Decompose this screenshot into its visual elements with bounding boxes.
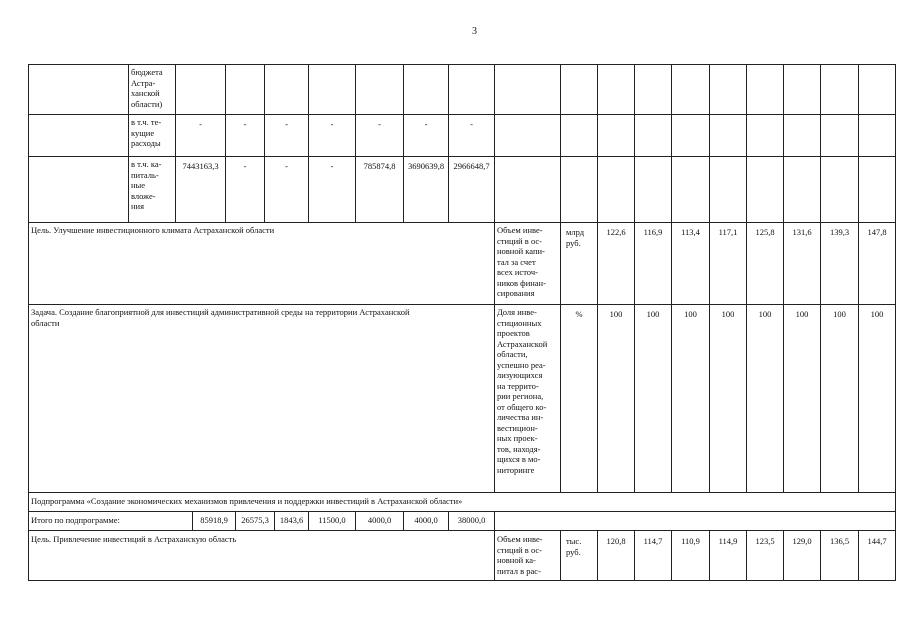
cell-current-4: - [330, 119, 334, 129]
task-1-value-1: 100 [609, 309, 623, 319]
row-divider [28, 511, 896, 512]
total-value-5: 4000,0 [367, 515, 392, 525]
subprogram-title: Подпрограмма «Создание экономических механизмов привлечения и поддержки инвестиций в Астраханской области» [31, 496, 463, 506]
task-1-text: Задача. Создание благоприятной для инвестиций административной среды на территории Астраханской области [31, 307, 410, 328]
goal-1-value-6: 131,6 [792, 227, 812, 237]
cell-capital-3: - [285, 161, 288, 171]
col-divider [225, 64, 226, 222]
total-value-3: 1843,6 [279, 515, 304, 525]
total-value-1: 85918,9 [200, 515, 228, 525]
row-divider [28, 304, 896, 305]
total-label: Итого по подпрограмме: [31, 515, 120, 525]
cell-current-5: - [378, 119, 381, 129]
col-divider [494, 511, 495, 530]
cell-current-2: - [243, 119, 247, 129]
col-divider [820, 64, 821, 492]
cell-current-1: - [199, 119, 202, 129]
cell-capital-5: 785874,8 [363, 161, 396, 171]
cell-capital-1: 7443163,3 [182, 161, 219, 171]
goal-1-value-8: 147,8 [867, 227, 887, 237]
goal-2-value-6: 129,0 [792, 536, 812, 546]
col-divider [783, 64, 784, 492]
goal-1-value-4: 117,1 [718, 227, 738, 237]
goal-1-text: Цель. Улучшение инвестиционного климата Астраханской области [31, 225, 275, 235]
task-1-unit: % [575, 309, 583, 319]
total-value-4: 11500,0 [318, 515, 346, 525]
goal-2-value-8: 144,7 [867, 536, 887, 546]
cell-current-6: - [424, 119, 428, 129]
task-1-value-8: 100 [870, 309, 884, 319]
task-1-value-7: 100 [833, 309, 846, 319]
col-divider [858, 64, 859, 492]
col-divider [403, 64, 404, 222]
col-divider [895, 64, 896, 580]
col-divider [634, 64, 635, 492]
row-divider [28, 580, 896, 581]
goal-2-value-5: 123,5 [755, 536, 775, 546]
task-1-value-2: 100 [646, 309, 660, 319]
row-divider [28, 114, 896, 115]
goal-1-value-3: 113,4 [681, 227, 700, 237]
task-1-value-5: 100 [758, 309, 772, 319]
task-1-value-4: 100 [721, 309, 735, 319]
row-divider [28, 492, 896, 493]
goal-2-indicator: Объем инве- стиций в ос- новной ка- питал в рас- [497, 534, 543, 576]
goal-2-value-1: 120,8 [606, 536, 626, 546]
goal-2-unit: тыс. руб. [566, 536, 582, 557]
col-divider [175, 64, 176, 222]
row-label-current-expenses: в т.ч. те- кущие расходы [131, 117, 162, 148]
col-divider [709, 64, 710, 492]
row-label-capital: в т.ч. ка- питаль- ные вложе- ния [131, 159, 162, 211]
goal-1-unit: млрд руб. [566, 227, 585, 248]
col-divider [28, 64, 29, 580]
goal-2-value-4: 114,9 [718, 536, 738, 546]
col-divider [494, 530, 495, 580]
col-divider [264, 64, 265, 222]
goal-2-value-2: 114,7 [643, 536, 663, 546]
col-divider [448, 64, 449, 222]
cell-capital-2: - [243, 161, 247, 171]
col-divider [308, 64, 309, 222]
goal-2-value-7: 136,5 [829, 536, 850, 546]
col-divider [597, 64, 598, 492]
cell-capital-4: - [330, 161, 334, 171]
col-divider [746, 64, 747, 492]
page-number: 3 [472, 26, 477, 37]
row-label-budget: бюджета Астра- ханской области) [131, 67, 163, 109]
col-divider [671, 64, 672, 492]
col-divider [560, 530, 561, 580]
col-divider [355, 64, 356, 222]
row-divider [28, 222, 896, 223]
task-1-indicator: Доля инве- стиционных проектов Астраханской области, успешно реа- лизующихся на террито- рии региона, от общего ко- личества ин- вестицион- ных проек- тов, находя- щихся в мо- ниторинге [497, 307, 548, 475]
goal-1-value-2: 116,9 [643, 227, 663, 237]
cell-capital-6: 3690639,8 [407, 161, 445, 171]
total-value-7: 38000,0 [457, 515, 486, 525]
goal-1-indicator: Объем инве- стиций в ос- новной капи- тал за счет всех источ- ников финан- сирования [497, 225, 546, 298]
total-value-6: 4000,0 [414, 515, 438, 525]
col-divider [560, 64, 561, 492]
row-divider [28, 64, 896, 65]
total-value-2: 26575,3 [241, 515, 269, 525]
row-divider [28, 156, 896, 157]
goal-1-value-1: 122,6 [606, 227, 626, 237]
row-divider [28, 530, 896, 531]
goal-2-value-3: 110,9 [681, 536, 700, 546]
goal-1-value-5: 125,8 [755, 227, 775, 237]
col-divider [128, 64, 129, 222]
goal-2-text: Цель. Привлечение инвестиций в Астраханскую область [31, 534, 237, 544]
task-1-value-3: 100 [684, 309, 697, 319]
goal-1-value-7: 139,3 [829, 227, 850, 237]
cell-current-7: - [470, 119, 473, 129]
cell-current-3: - [285, 119, 288, 129]
task-1-value-6: 100 [795, 309, 809, 319]
cell-capital-7: 2966648,7 [453, 161, 490, 171]
col-divider [494, 64, 495, 492]
